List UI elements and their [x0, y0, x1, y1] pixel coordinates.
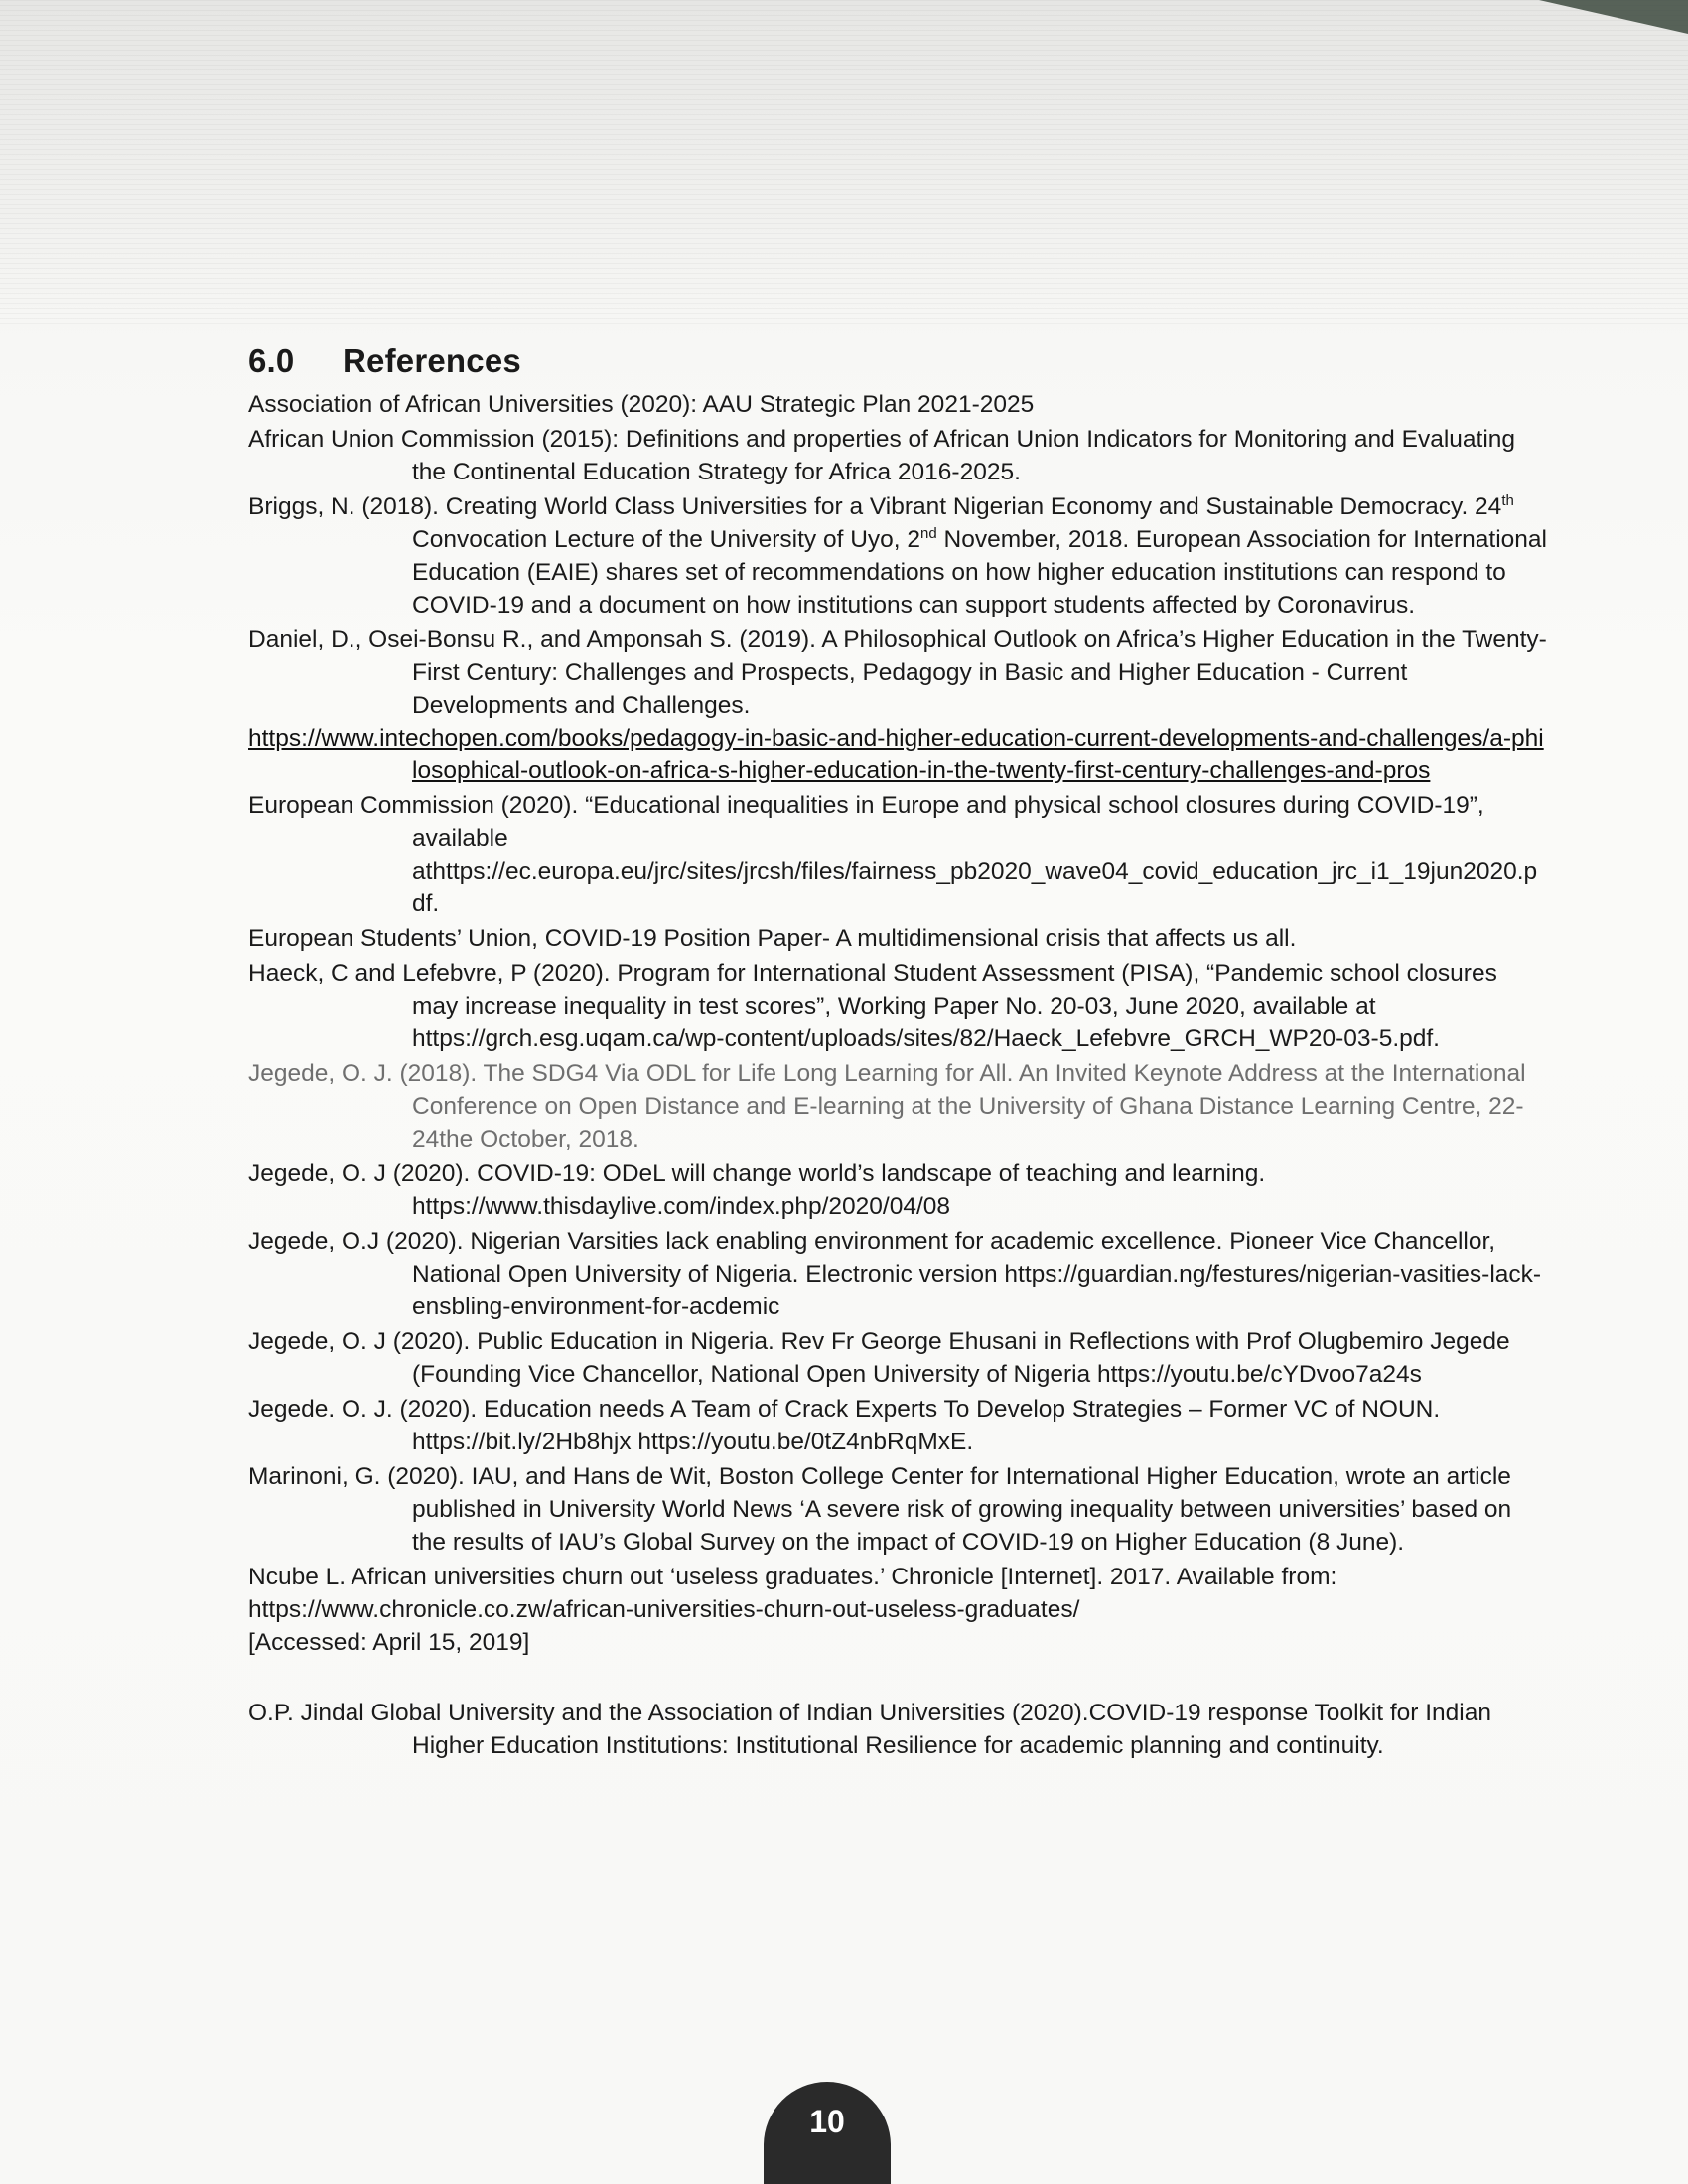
reference-item: Daniel, D., Osei-Bonsu R., and Amponsah S. (2019). A Philosophical Outlook on Africa’s Higher Education in the Twenty-First Century: Challenges and Prospects, Pedagogy in Basic and Higher Education - Current Developments and Challenges. https://www.intechopen.com/books/pedagogy-in-basic-and-higher-education-current-developments-and-challenges/a-philosophical-outlook-on-africa-s-higher-education-in-the-twenty-first-century-challenges-and-pros: [248, 623, 1549, 787]
section-title: References: [343, 342, 521, 379]
page-corner-shadow: [1539, 0, 1688, 34]
reference-item: Haeck, C and Lefebvre, P (2020). Program for International Student Assessment (PISA), “Pandemic school closures may increase inequality in test scores”, Working Paper No. 20-03, June 2020, available at https://grch.esg.uqam.ca/wp-content/uploads/sites/82/Haeck_Lefebvre_GRCH_WP20-03-5.pdf.: [248, 960, 1497, 1052]
reference-item: Briggs, N. (2018). Creating World Class Universities for a Vibrant Nigerian Economy and Sustainable Democracy. 24th Convocation Lecture of the University of Uyo, 2nd November, 2018. European Association for International Education (EAIE) shares set of recommendations on how higher education institutions can respond to COVID-19 and a document on how institutions can support students affected by Coronavirus.: [248, 491, 1547, 618]
reference-item: Marinoni, G. (2020). IAU, and Hans de Wit, Boston College Center for International Higher Education, wrote an article published in University World News ‘A severe risk of growing inequality between universities’ based on the results of IAU’s Global Survey on the impact of COVID-19 on Higher Education (8 June).: [248, 1463, 1512, 1556]
spacer: [248, 1661, 1549, 1697]
reference-item: European Students’ Union, COVID-19 Position Paper- A multidimensional crisis that affects us all.: [248, 925, 1297, 952]
scan-noise-band: [0, 0, 1688, 328]
superscript: th: [1501, 491, 1514, 509]
reference-item: Jegede, O. J. (2018). The SDG4 Via ODL for Life Long Learning for All. An Invited Keynote Address at the International Conference on Open Distance and E-learning at the University of Ghana Distance Learning Centre, 22-24the October, 2018.: [248, 1060, 1526, 1153]
reference-item: Association of African Universities (2020): AAU Strategic Plan 2021-2025: [248, 391, 1035, 418]
superscript: nd: [920, 524, 937, 542]
reference-item: European Commission (2020). “Educational inequalities in Europe and physical school closures during COVID-19”, available athttps://ec.europa.eu/jrc/sites/jrcsh/files/fairness_pb2020_wave04_covid_education_jrc_i1_19jun2020.pdf.: [248, 792, 1538, 917]
reference-item: Jegede, O.J (2020). Nigerian Varsities lack enabling environment for academic excellence. Pioneer Vice Chancellor, National Open University of Nigeria. Electronic version https://guardian.ng/festures/nigerian-vasities-lack-ensbling-environment-for-acdemic: [248, 1228, 1542, 1320]
page-number: 10: [764, 2082, 891, 2184]
reference-item: African Union Commission (2015): Definitions and properties of African Union Indicators for Monitoring and Evaluating the Continental Education Strategy for Africa 2016-2025.: [248, 426, 1516, 485]
section-heading: [248, 342, 1549, 380]
reference-item: Jegede. O. J. (2020). Education needs A Team of Crack Experts To Develop Strategies – Former VC of NOUN. https://bit.ly/2Hb8hjx https://youtu.be/0tZ4nbRqMxE.: [248, 1396, 1441, 1455]
reference-item: Jegede, O. J (2020). Public Education in Nigeria. Rev Fr George Ehusani in Reflections with Prof Olugbemiro Jegede (Founding Vice Chancellor, National Open University of Nigeria https://youtu.be/cYDvoo7a24s: [248, 1328, 1510, 1388]
reference-link[interactable]: https://www.intechopen.com/books/pedagogy-in-basic-and-higher-education-current-developments-and-challenges/a-philosophical-outlook-on-africa-s-higher-education-in-the-twenty-first-century-challenges-and-pros: [248, 725, 1544, 784]
reference-item: Ncube L. African universities churn out ‘useless graduates.’ Chronicle [Internet]. 2017. Available from: https://www.chronicle.co.zw/african-universities-churn-out-useless-graduates/ [Accessed: April 15, 2019]: [248, 1564, 1337, 1656]
reference-item: Jegede, O. J (2020). COVID-19: ODeL will change world’s landscape of teaching and learning. https://www.thisdaylive.com/index.php/2020/04/08: [248, 1160, 1266, 1220]
section-number: 6.0: [248, 342, 295, 379]
references-section: [248, 342, 1549, 1764]
reference-item: O.P. Jindal Global University and the Association of Indian Universities (2020).COVID-19 response Toolkit for Indian Higher Education Institutions: Institutional Resilience for academic planning and continuity.: [248, 1700, 1491, 1759]
